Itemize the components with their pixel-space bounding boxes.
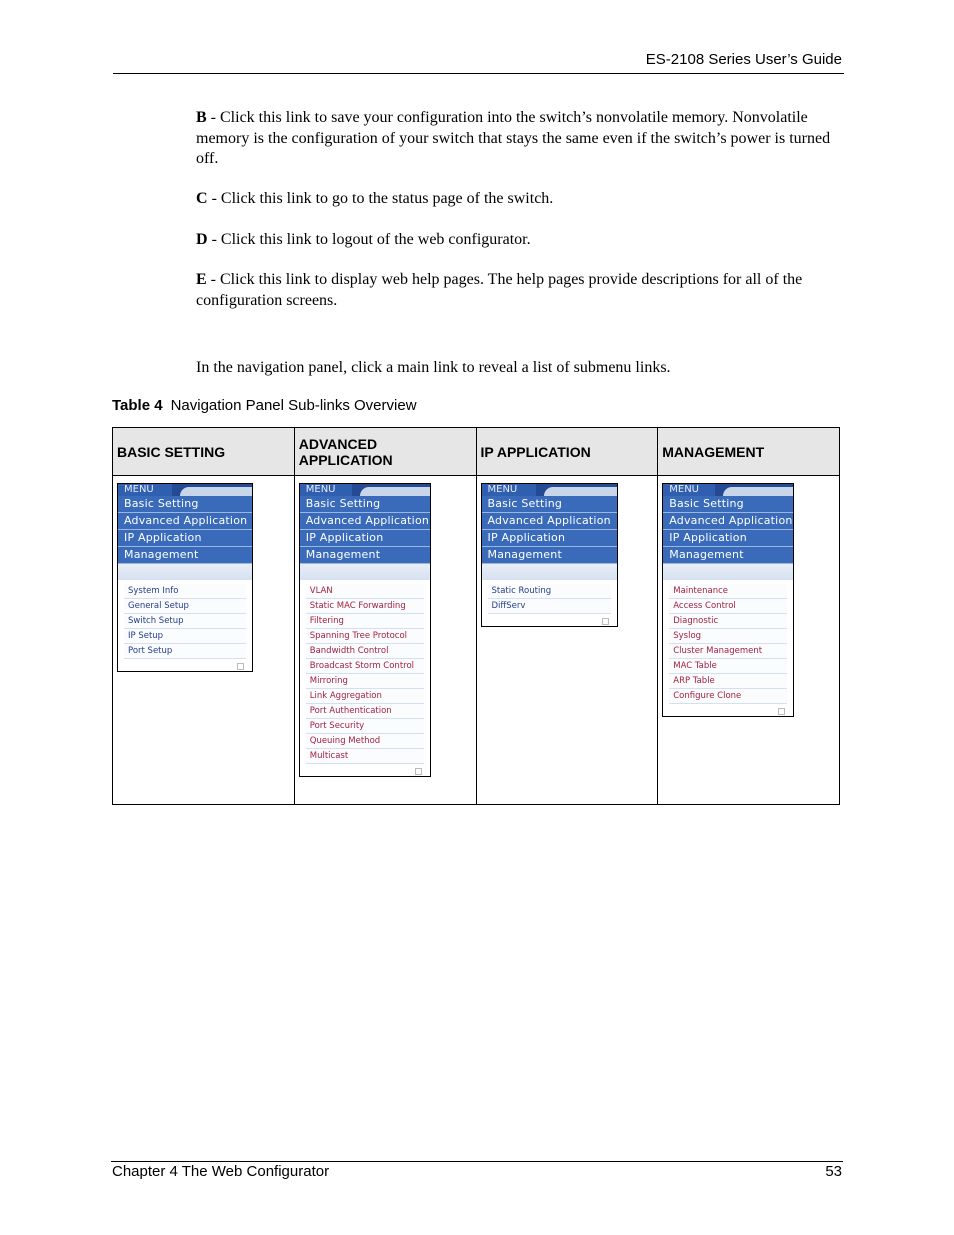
menu-main-link[interactable]: Advanced Application bbox=[663, 513, 793, 530]
menu-header-curve bbox=[715, 484, 793, 496]
menu-screenshot-basic bbox=[117, 483, 253, 672]
submenu-link[interactable]: Queuing Method bbox=[306, 734, 424, 749]
cell-basic-setting bbox=[113, 476, 295, 805]
submenu-link[interactable]: Bandwidth Control bbox=[306, 644, 424, 659]
menu-header-curve bbox=[172, 484, 252, 496]
menu-title: MENU bbox=[663, 484, 715, 496]
submenu-link[interactable]: Mirroring bbox=[306, 674, 424, 689]
submenu-link[interactable]: Filtering bbox=[306, 614, 424, 629]
submenu-link[interactable]: Port Setup bbox=[124, 644, 246, 659]
menu-header-curve bbox=[352, 484, 430, 496]
footer-rule bbox=[111, 1161, 843, 1162]
menu-header bbox=[118, 484, 252, 496]
menu-main-link[interactable]: IP Application bbox=[300, 530, 430, 547]
submenu-link[interactable]: Diagnostic bbox=[669, 614, 787, 629]
submenu-link[interactable]: Configure Clone bbox=[669, 689, 787, 704]
menu-footer bbox=[300, 766, 430, 776]
menu-divider bbox=[482, 564, 617, 580]
submenu-list bbox=[663, 580, 793, 706]
submenu-list bbox=[300, 580, 430, 766]
menu-title: MENU bbox=[482, 484, 536, 496]
col-ip-application: IP APPLICATION bbox=[476, 428, 658, 476]
paragraph-b: B - Click this link to save your configuration into the switch’s nonvolatile memory. Nonvolatile memory is the configuration of your switch that stays the same even if the switch’s power is turned off. bbox=[196, 109, 831, 167]
page-number: 53 bbox=[825, 1163, 842, 1180]
menu-main-link[interactable]: Advanced Application bbox=[300, 513, 430, 530]
menu-main-link[interactable]: Advanced Application bbox=[482, 513, 617, 530]
submenu-link[interactable]: Maintenance bbox=[669, 584, 787, 599]
submenu-link[interactable]: Broadcast Storm Control bbox=[306, 659, 424, 674]
nav-sublinks-table bbox=[112, 427, 840, 805]
menu-screenshot-advanced bbox=[299, 483, 431, 777]
submenu-link[interactable]: Link Aggregation bbox=[306, 689, 424, 704]
menu-screenshot-management bbox=[662, 483, 794, 717]
cell-management bbox=[658, 476, 840, 805]
submenu-link[interactable]: Syslog bbox=[669, 629, 787, 644]
cell-ip-application bbox=[476, 476, 658, 805]
submenu-link[interactable]: Access Control bbox=[669, 599, 787, 614]
submenu-link[interactable]: Spanning Tree Protocol bbox=[306, 629, 424, 644]
menu-main-link[interactable]: IP Application bbox=[482, 530, 617, 547]
menu-main-link[interactable]: IP Application bbox=[663, 530, 793, 547]
menu-main-link[interactable]: Basic Setting bbox=[663, 496, 793, 513]
menu-header-curve bbox=[536, 484, 617, 496]
menu-main-link[interactable]: Basic Setting bbox=[482, 496, 617, 513]
menu-header bbox=[300, 484, 430, 496]
menu-header bbox=[482, 484, 617, 496]
menu-screenshot-ip bbox=[481, 483, 618, 627]
submenu-link[interactable]: VLAN bbox=[306, 584, 424, 599]
menu-title: MENU bbox=[300, 484, 352, 496]
col-management: MANAGEMENT bbox=[658, 428, 840, 476]
menu-main-link[interactable]: Management bbox=[482, 547, 617, 564]
menu-footer bbox=[118, 661, 252, 671]
submenu-link[interactable]: Port Authentication bbox=[306, 704, 424, 719]
submenu-link[interactable]: Switch Setup bbox=[124, 614, 246, 629]
menu-footer bbox=[482, 616, 617, 626]
menu-title: MENU bbox=[118, 484, 172, 496]
submenu-link[interactable]: IP Setup bbox=[124, 629, 246, 644]
submenu-list bbox=[482, 580, 617, 616]
submenu-link[interactable]: Static MAC Forwarding bbox=[306, 599, 424, 614]
submenu-link[interactable]: General Setup bbox=[124, 599, 246, 614]
submenu-link[interactable]: Multicast bbox=[306, 749, 424, 764]
menu-main-link[interactable]: Management bbox=[663, 547, 793, 564]
menu-divider bbox=[118, 564, 252, 580]
menu-main-link[interactable]: Basic Setting bbox=[118, 496, 252, 513]
table-caption: Table 4 Navigation Panel Sub-links Overview bbox=[112, 397, 417, 414]
menu-header bbox=[663, 484, 793, 496]
submenu-list bbox=[118, 580, 252, 661]
cell-advanced-application bbox=[294, 476, 476, 805]
menu-footer bbox=[663, 706, 793, 716]
submenu-link[interactable]: MAC Table bbox=[669, 659, 787, 674]
paragraph-e: E - Click this link to display web help pages. The help pages provide descriptions for all of the configuration screens. bbox=[196, 271, 803, 309]
intro-paragraph: In the navigation panel, click a main link to reveal a list of submenu links. bbox=[196, 359, 671, 376]
submenu-link[interactable]: DiffServ bbox=[488, 599, 611, 614]
submenu-link[interactable]: System Info bbox=[124, 584, 246, 599]
submenu-link[interactable]: Cluster Management bbox=[669, 644, 787, 659]
footer-chapter: Chapter 4 The Web Configurator bbox=[112, 1163, 330, 1180]
paragraph-c: C - Click this link to go to the status page of the switch. bbox=[196, 190, 554, 207]
menu-divider bbox=[300, 564, 430, 580]
menu-divider bbox=[663, 564, 793, 580]
submenu-link[interactable]: Port Security bbox=[306, 719, 424, 734]
submenu-link[interactable]: Static Routing bbox=[488, 584, 611, 599]
paragraph-d: D - Click this link to logout of the web configurator. bbox=[196, 231, 531, 248]
menu-main-link[interactable]: IP Application bbox=[118, 530, 252, 547]
header-rule bbox=[113, 73, 844, 74]
menu-main-link[interactable]: Management bbox=[118, 547, 252, 564]
col-basic-setting: BASIC SETTING bbox=[113, 428, 295, 476]
menu-main-link[interactable]: Advanced Application bbox=[118, 513, 252, 530]
menu-main-link[interactable]: Basic Setting bbox=[300, 496, 430, 513]
running-header: ES-2108 Series User’s Guide bbox=[645, 51, 842, 68]
col-advanced-application: ADVANCED APPLICATION bbox=[294, 428, 476, 476]
menu-main-link[interactable]: Management bbox=[300, 547, 430, 564]
submenu-link[interactable]: ARP Table bbox=[669, 674, 787, 689]
